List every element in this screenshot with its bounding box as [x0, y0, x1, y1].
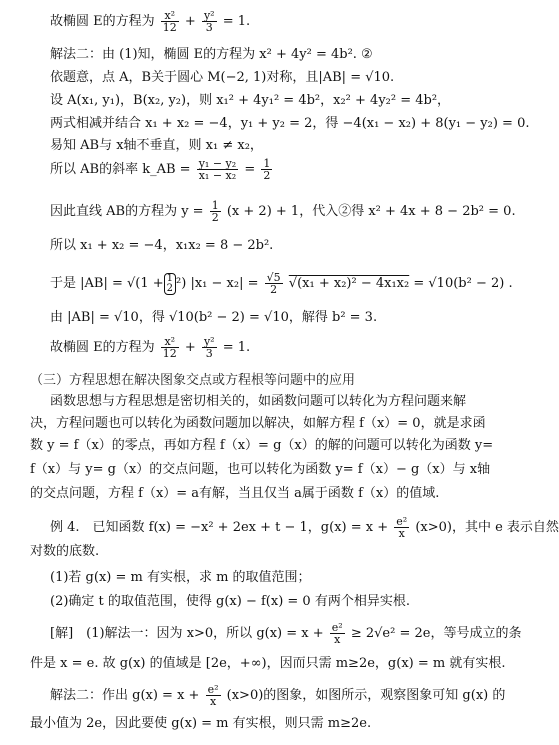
- plus-sign: +: [184, 14, 196, 29]
- solution-line: 最小值为 2e，因此要使 g(x) = m 有实根，则只需 m≥2e.: [30, 716, 372, 731]
- text: 于是 |AB| =: [50, 276, 123, 291]
- text: 例 4. 已知函数 f(x) = −x² + 2ex + t − 1，g(x) = x +: [50, 520, 389, 535]
- denominator: 2: [263, 169, 271, 182]
- denominator: 2: [166, 282, 174, 294]
- denominator: x: [209, 695, 217, 708]
- section-heading: （三）方程思想在解决图象交点或方程根等问题中的应用: [30, 373, 356, 388]
- text-line: 两式相减并结合 x₁ + x₂ = −4，y₁ + y₂ = 2，得 −4(x₁ − x₂) + 8(y₁ − y₂) = 0.: [50, 116, 530, 131]
- numerator: 1: [211, 199, 219, 212]
- numerator: x²: [161, 10, 179, 22]
- denominator: 3: [205, 21, 213, 34]
- text-line: 易知 AB与 x轴不垂直，则 x₁ ≠ x₂，: [50, 138, 263, 153]
- fraction: [261, 158, 272, 181]
- fraction: [202, 336, 217, 359]
- text: (x + 2) + 1，代入②得 x² + 4x + 8 − 2b² = 0.: [226, 204, 516, 219]
- numerator: e²: [396, 515, 408, 528]
- denominator: x: [334, 633, 341, 646]
- text: = 1.: [222, 340, 251, 355]
- paragraph-line: 的交点问题，方程 f（x）= a有解，当且仅当 a属于函数 f（x）的值域.: [30, 486, 440, 501]
- fraction: [206, 684, 221, 707]
- fraction: [330, 622, 345, 645]
- paragraph-line: 函数思想与方程思想是密切相关的，如函数问题可以转化为方程问题来解: [50, 394, 467, 409]
- text: 故椭圆 E的方程为: [50, 340, 155, 355]
- text: ≥ 2√e² = 2e，等号成立的条: [350, 626, 522, 641]
- sqrt-expression: √(x₁ + x₂)² − 4x₁x₂: [288, 276, 410, 291]
- text: 故椭圆 E的方程为: [50, 14, 155, 29]
- question-line: (1)若 g(x) = m 有实根，求 m 的取值范围；: [50, 570, 311, 585]
- text: (x>0)的图象，如图所示，观察图象可知 g(x) 的: [226, 688, 506, 703]
- text-line: 由 |AB| = √10，得 √10(b² − 2) = √10，解得 b² = 3.: [50, 310, 378, 325]
- solution-line: [50, 622, 521, 645]
- paragraph-line: 数 y = f（x）的零点，再如方程 f（x）= g（x）的解的问题可以转化为函数 y=: [30, 438, 494, 453]
- fraction: [161, 10, 179, 33]
- text: (x>0)，其中 e 表示自然: [415, 520, 559, 535]
- fraction: [202, 10, 217, 33]
- fraction: [210, 200, 221, 223]
- fraction: [394, 516, 409, 539]
- question-line: (2)确定 t 的取值范围，使得 g(x) − f(x) = 0 有两个相异实根.: [50, 594, 410, 609]
- text: 因此直线 AB的方程为 y =: [50, 204, 204, 219]
- text-line: 设 A(x₁, y₁)，B(x₂, y₂)，则 x₁² + 4y₁² = 4b²，x₂² + 4y₂² = 4b²，: [50, 93, 451, 108]
- bracketed-fraction: [164, 273, 176, 295]
- text: =: [244, 162, 256, 177]
- equation-line: [50, 200, 516, 223]
- text: 1 +: [140, 276, 164, 291]
- numerator: y²: [203, 335, 215, 348]
- paragraph-line: f（x）与 y= g（x）的交点问题，也可以转化为函数 y= f（x）− g（x）与 x轴: [30, 462, 491, 477]
- numerator: y²: [203, 9, 215, 22]
- solution-line: [50, 684, 505, 707]
- numerator: √5: [266, 271, 281, 284]
- fraction: [197, 158, 238, 181]
- numerator: 1: [263, 157, 271, 170]
- text: 所以 AB的斜率 k_AB =: [50, 162, 191, 177]
- radicand: (x₁ + x₂)² − 4x₁x₂: [297, 276, 410, 291]
- denominator: x₁ − x₂: [198, 169, 237, 182]
- paragraph-line: 决，方程问题也可以转化为函数问题加以解决，如解方程 f（x）= 0，就是求函: [30, 416, 486, 431]
- example-line: 对数的底数.: [30, 544, 100, 559]
- denominator: 2: [270, 283, 278, 296]
- sqrt-expression: √(1 + 1 2 ²): [127, 272, 187, 294]
- numerator: e²: [331, 621, 343, 634]
- solution-line: 件是 x = e. 故 g(x) 的值域是 [2e，+∞)，因而只需 m≥2e，g(x) = m 就有实根.: [30, 656, 506, 671]
- text-line: 所以 x₁ + x₂ = −4，x₁x₂ = 8 − 2b².: [50, 238, 274, 253]
- denominator: 12: [162, 347, 177, 360]
- plus-sign: +: [184, 340, 196, 355]
- text: |x₁ − x₂| =: [190, 276, 259, 291]
- text: = 1.: [222, 14, 251, 29]
- numerator: e²: [207, 683, 219, 696]
- denominator: 12: [162, 21, 177, 34]
- fraction: [161, 336, 179, 359]
- text-line: 依题意，点 A，B关于圆心 M(−2, 1)对称，且|AB| = √10.: [50, 70, 395, 85]
- equation-line: [50, 272, 513, 295]
- equation-line: [50, 10, 250, 33]
- text: 解法二：作出 g(x) = x +: [50, 688, 200, 703]
- example-line: [50, 516, 559, 539]
- numerator: x²: [161, 336, 179, 348]
- equation-line: [50, 158, 274, 181]
- numerator: y₁ − y₂: [198, 157, 237, 170]
- denominator: 3: [205, 347, 213, 360]
- denominator: x: [398, 527, 405, 540]
- numerator: 1: [166, 272, 174, 284]
- text-line: 解法二：由 (1)知，椭圆 E的方程为 x² + 4y² = 4b². ②: [50, 47, 373, 62]
- text: = √10(b² − 2) .: [413, 276, 513, 291]
- fraction: [265, 272, 283, 295]
- text: [解] (1)解法一：因为 x>0，所以 g(x) = x +: [50, 626, 324, 641]
- denominator: 2: [211, 211, 219, 224]
- equation-line: [50, 336, 250, 359]
